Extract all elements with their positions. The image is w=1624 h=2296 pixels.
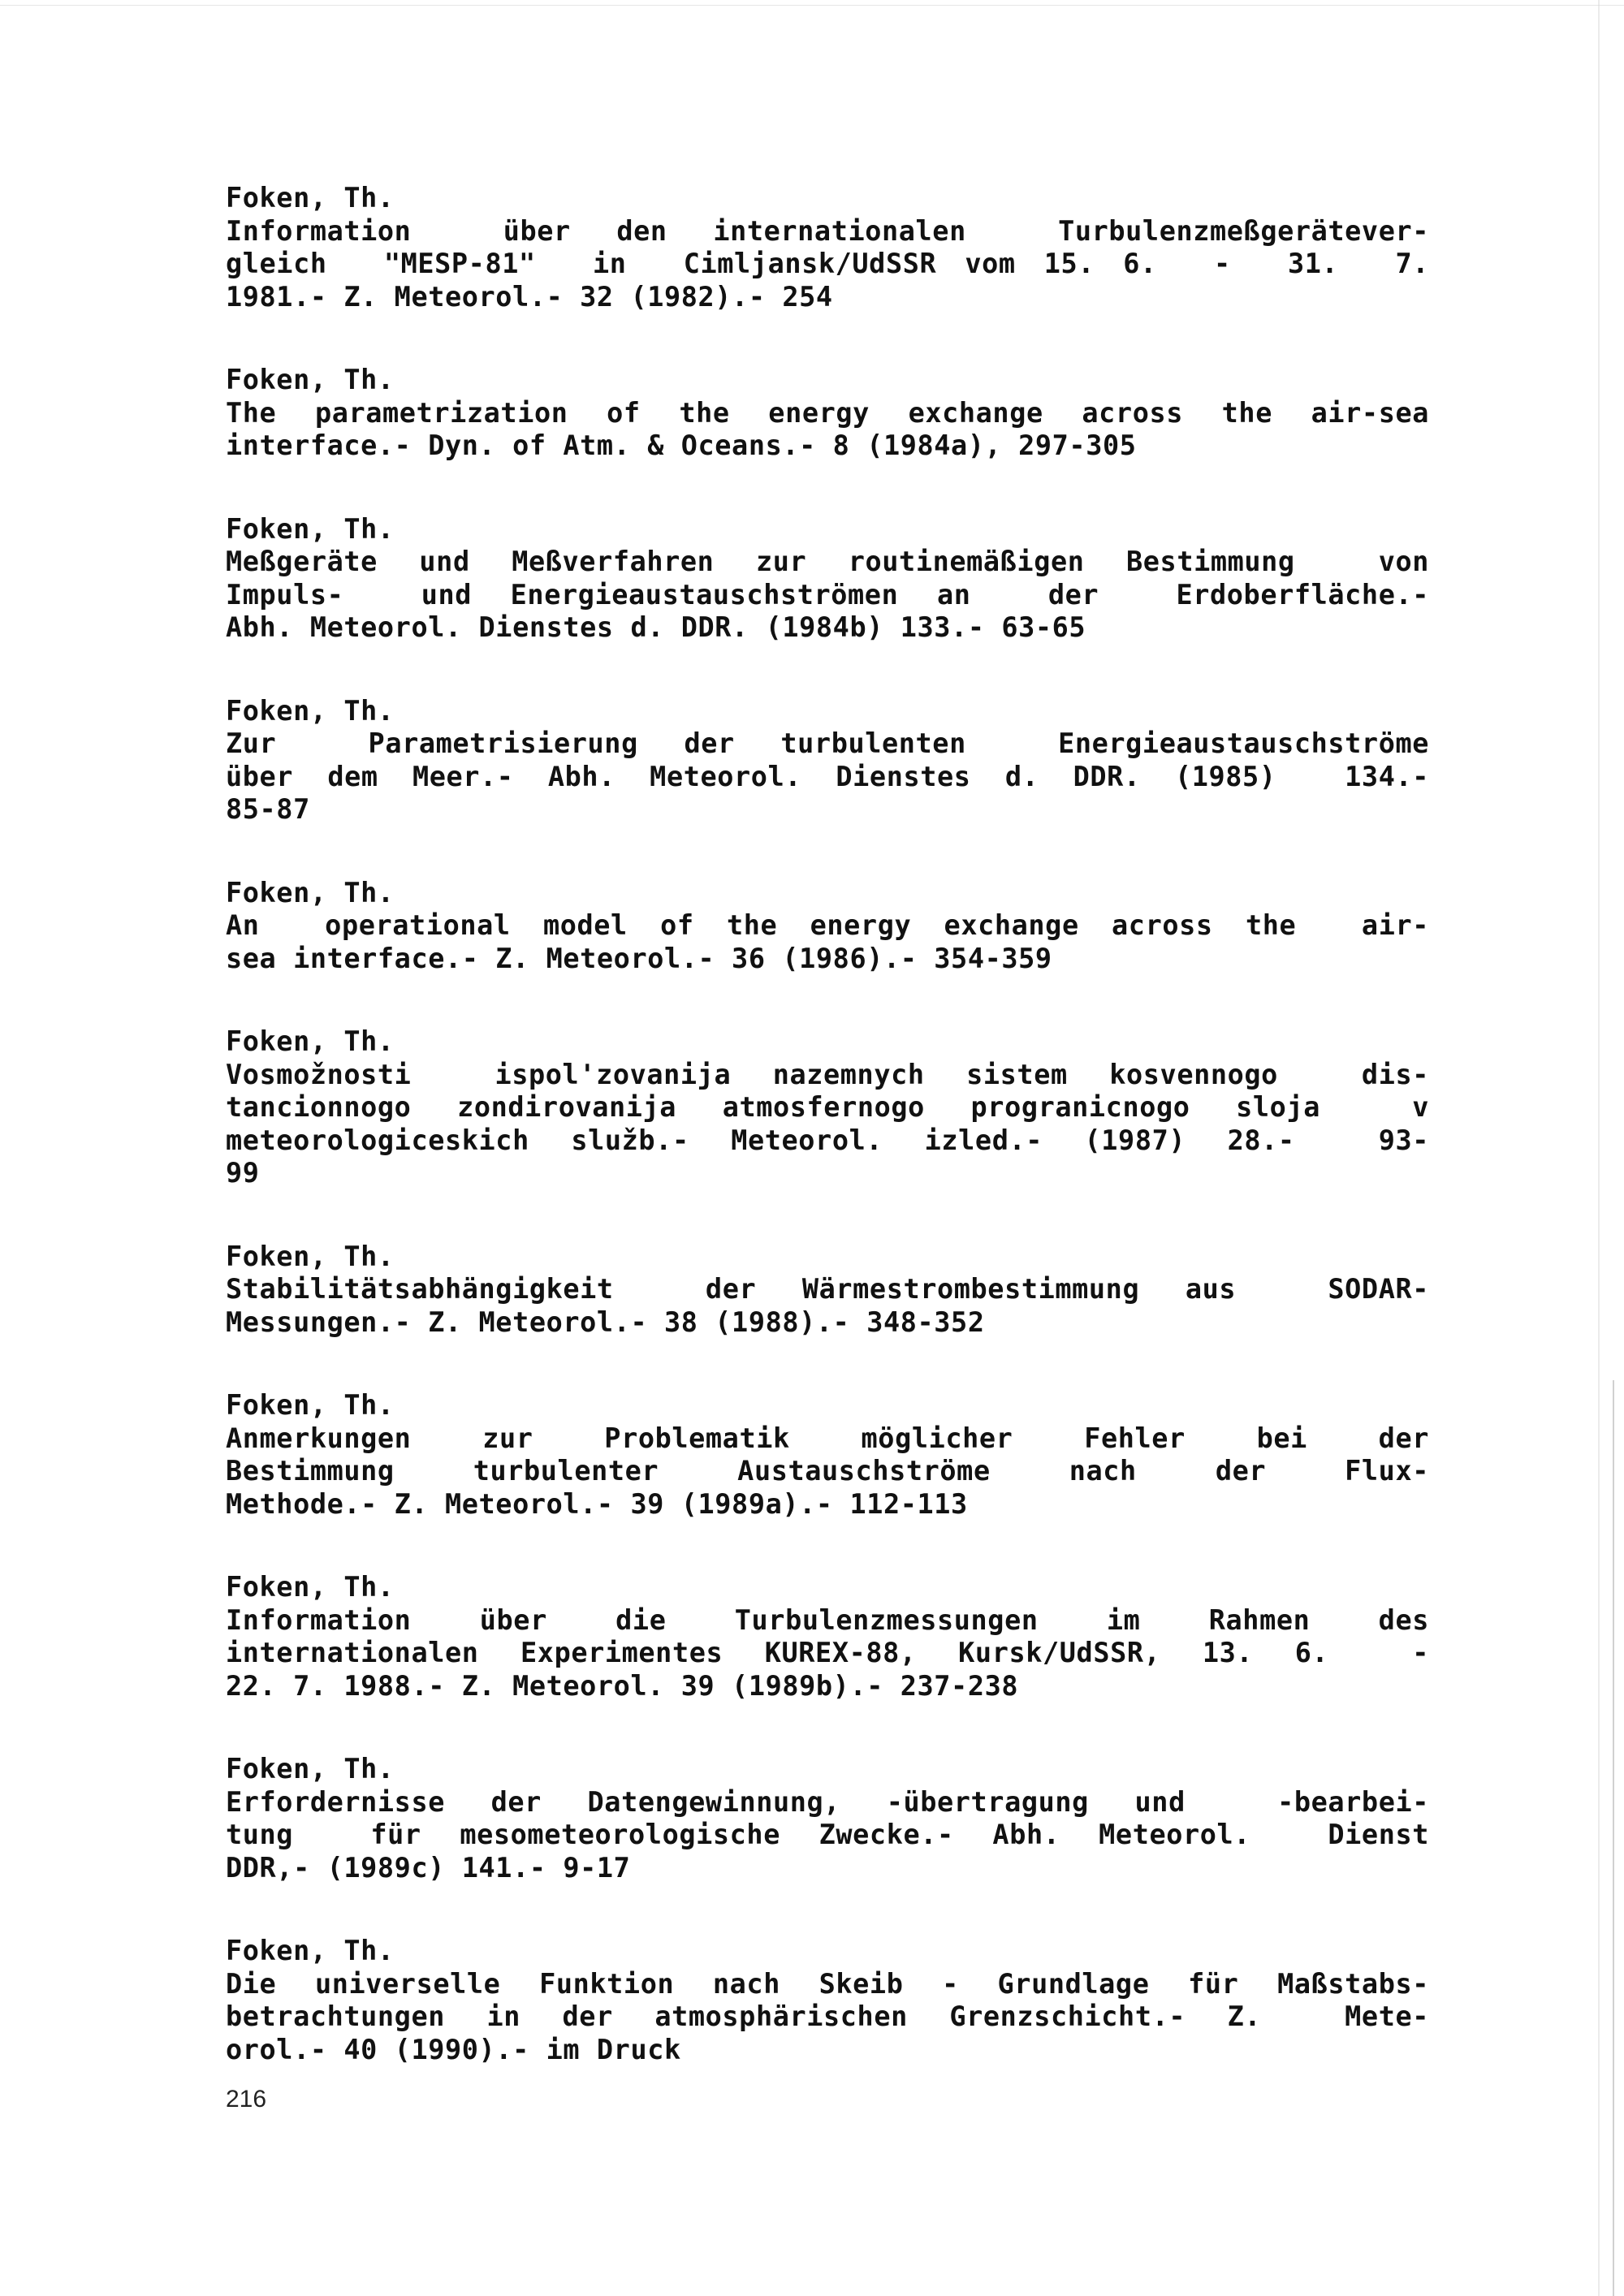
bibliography-entry <box>226 695 1429 826</box>
entry-line: The parametrization of the energy exchange across the air-sea <box>226 396 1429 429</box>
entry-line: 99 <box>226 1157 260 1189</box>
entry-line: meteorologiceskich služb.- Meteorol. izled.- (1987) 28.- 93- <box>226 1124 1429 1156</box>
entry-author: Foken, Th. <box>226 182 395 214</box>
entry-author: Foken, Th. <box>226 512 395 545</box>
bibliography-entry <box>226 513 1429 645</box>
page-number: 216 <box>226 2086 267 2113</box>
entry-author: Foken, Th. <box>226 1240 395 1272</box>
entry-line: Erfordernisse der Datengewinnung, -übertragung und -bearbei- <box>226 1785 1429 1818</box>
scan-right-edge <box>1598 0 1600 2296</box>
entry-line: sea interface.- Z. Meteorol.- 36 (1986).- 354-359 <box>226 942 1052 974</box>
entry-line: Vosmožnosti ispol'zovanija nazemnych sistem kosvennogo dis- <box>226 1058 1429 1090</box>
entry-line: betrachtungen in der atmosphärischen Grenzschicht.- Z. Mete- <box>226 2000 1429 2032</box>
entry-line: Impuls- und Energieaustauschströmen an der Erdoberfläche.- <box>226 578 1429 611</box>
entry-author: Foken, Th. <box>226 1571 395 1603</box>
entry-line: Information über den internationalen Turbulenzmeßgerätever- <box>226 214 1429 247</box>
bibliography-list <box>226 182 1429 2117</box>
entry-line: 1981.- Z. Meteorol.- 32 (1982).- 254 <box>226 280 833 313</box>
entry-author: Foken, Th. <box>226 694 395 727</box>
entry-line: Anmerkungen zur Problematik möglicher Fehler bei der <box>226 1422 1429 1454</box>
entry-author: Foken, Th. <box>226 876 395 908</box>
entry-author: Foken, Th. <box>226 1389 395 1421</box>
bibliography-entry <box>226 182 1429 313</box>
entry-author: Foken, Th. <box>226 1753 395 1785</box>
bibliography-entry <box>226 1571 1429 1703</box>
entry-line: Meßgeräte und Meßverfahren zur routinemäßigen Bestimmung von <box>226 546 1429 577</box>
bibliography-entry <box>226 1935 1429 2066</box>
bibliography-entry <box>226 1025 1429 1190</box>
entry-line: Information über die Turbulenzmessungen im Rahmen des <box>226 1603 1429 1636</box>
bibliography-entry <box>226 1241 1429 1340</box>
entry-line: Methode.- Z. Meteorol.- 39 (1989a).- 112-113 <box>226 1487 968 1520</box>
entry-line: gleich "MESP-81" in Cimljansk/UdSSR vom 15. 6. - 31. 7. <box>226 248 1429 279</box>
entry-line: 85-87 <box>226 793 310 825</box>
entry-author: Foken, Th. <box>226 1935 395 1966</box>
entry-line: DDR,- (1989c) 141.- 9-17 <box>226 1851 631 1884</box>
bibliography-entry <box>226 364 1429 463</box>
entry-line: interface.- Dyn. of Atm. & Oceans.- 8 (1984a), 297-305 <box>226 429 1137 461</box>
scan-right-edge-dark <box>1613 1380 1614 2296</box>
entry-line: An operational model of the energy exchange across the air- <box>226 909 1429 941</box>
entry-line: tancionnogo zondirovanija atmosfernogo progranicnogo sloja v <box>226 1091 1429 1123</box>
entry-line: Stabilitätsabhängigkeit der Wärmestrombestimmung aus SODAR- <box>226 1273 1429 1305</box>
entry-line: internationalen Experimentes KUREX-88, Kursk/UdSSR, 13. 6. - <box>226 1637 1429 1668</box>
entry-line: über dem Meer.- Abh. Meteorol. Dienstes d. DDR. (1985) 134.- <box>226 760 1429 792</box>
entry-author: Foken, Th. <box>226 1025 395 1057</box>
entry-line: Messungen.- Z. Meteorol.- 38 (1988).- 348-352 <box>226 1306 985 1338</box>
entry-line: Die universelle Funktion nach Skeib - Grundlage für Maßstabs- <box>226 1967 1429 2000</box>
entry-author: Foken, Th. <box>226 364 395 395</box>
scan-top-edge <box>0 5 1624 6</box>
entry-line: tung für mesometeorologische Zwecke.- Abh. Meteorol. Dienst <box>226 1819 1429 1850</box>
entry-line: Zur Parametrisierung der turbulenten Energieaustauschströme <box>226 727 1429 759</box>
entry-line: Bestimmung turbulenter Austauschströme nach der Flux- <box>226 1455 1429 1487</box>
bibliography-entry <box>226 1753 1429 1884</box>
entry-line: 22. 7. 1988.- Z. Meteorol. 39 (1989b).- 237-238 <box>226 1669 1019 1702</box>
entry-line: orol.- 40 (1990).- im Druck <box>226 2033 681 2065</box>
bibliography-entry <box>226 1389 1429 1521</box>
bibliography-entry <box>226 877 1429 976</box>
entry-line: Abh. Meteorol. Dienstes d. DDR. (1984b) 133.- 63-65 <box>226 611 1086 643</box>
